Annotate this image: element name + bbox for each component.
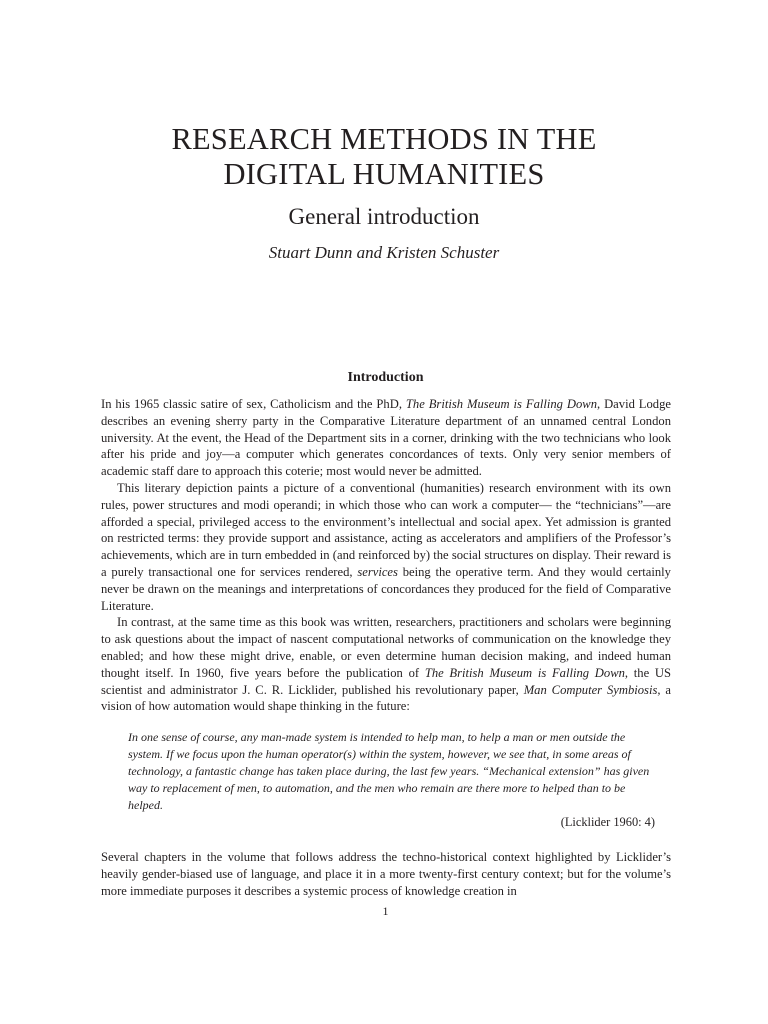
page-number: 1 bbox=[382, 904, 389, 918]
paragraph-3-text-c: , the US scientist and administrator J. C. R. Licklider, published his revolutionary paper, bbox=[101, 665, 671, 697]
chapter-title bbox=[0, 122, 768, 192]
paragraph-3-text-a: In contrast, at the same time as this book was written, researchers, practitioners and scholars were beginning to ask questions about the impact of nascent computational networks of communication on the knowledge they enabled; and how these might drive, enable, or even determine human decision making, and indeed human thought itself. In 1960, five years before the publication of bbox=[101, 615, 671, 680]
chapter-title-line-2: DIGITAL HUMANITIES bbox=[223, 157, 545, 191]
paragraph-4: Several chapters in the volume that follows address the techno-historical context highlighted by Licklider’s heavily gender-biased use of language, and place it in a more twenty-first century context; but for the volume’s more immediate purposes it describes a systemic process of knowledge creation in bbox=[101, 850, 671, 898]
block-quote-text: In one sense of course, any man-made system is intended to help man, to help a man or men outside the system. If we focus upon the human operator(s) within the system, however, we see that, in some areas of technology, a fantastic change has taken place during, the last few years. “Mechanical extension” has given way to replacement of men, to automation, and the men who remain are there more to helped than to be helped. bbox=[128, 730, 650, 813]
chapter-subtitle: General introduction bbox=[288, 204, 480, 229]
paragraph-1-text-a: In his 1965 classic satire of sex, Catholicism and the PhD, bbox=[101, 397, 406, 411]
paragraph-3 bbox=[101, 614, 671, 715]
block-quote-citation: (Licklider 1960: 4) bbox=[560, 815, 655, 830]
paragraph-2-emphasis: services bbox=[357, 564, 398, 579]
paragraph-1-book-title: The British Museum is Falling Down bbox=[405, 397, 597, 411]
section-heading: Introduction bbox=[347, 370, 424, 385]
chapter-title-line-1: RESEARCH METHODS IN THE bbox=[171, 122, 597, 156]
paragraph-3-text-e: , a vision of how automation would shape thinking in the future: bbox=[101, 682, 671, 714]
block-quote bbox=[128, 729, 655, 831]
paragraph-2 bbox=[101, 480, 671, 614]
paragraph-3-paper-title: Man Computer Symbiosis bbox=[523, 682, 658, 697]
paragraph-2-text-c: being the operative term. And they would certainly never be drawn on the meanings and interpretations of concordances they produced for the field of Comparative Literature. bbox=[101, 564, 671, 613]
chapter-authors: Stuart Dunn and Kristen Schuster bbox=[268, 243, 500, 262]
paragraph-1-text-c: , David Lodge describes an evening sherry party in the Comparative Literature department of an unnamed central London university. At the event, the Head of the Department sits in a corner, drinking with the two technicians who look after his pride and joy—a computer which generates concordances of texts. Only very senior members of academic staff dare to approach this coterie; most would never be admitted. bbox=[101, 397, 671, 479]
paragraph-1 bbox=[101, 396, 671, 480]
paragraph-2-text-a: This literary depiction paints a picture of a conventional (humanities) research environment with its own rules, power structures and modi operandi; in which those who can work a computer— the “technicians”—are afforded a special, privileged access to the environment’s intellectual and social apex. Yet admission is granted on restricted terms: they provide support and assistance, acting as accelerators and amplifiers of the Professor’s achievements, which are in turn embedded in (and reinforced by) the social structures on display. Their reward is a purely transactional one for services rendered, bbox=[101, 480, 671, 579]
paragraph-3-book-title: The British Museum is Falling Down bbox=[424, 665, 625, 680]
body-text bbox=[101, 396, 671, 900]
